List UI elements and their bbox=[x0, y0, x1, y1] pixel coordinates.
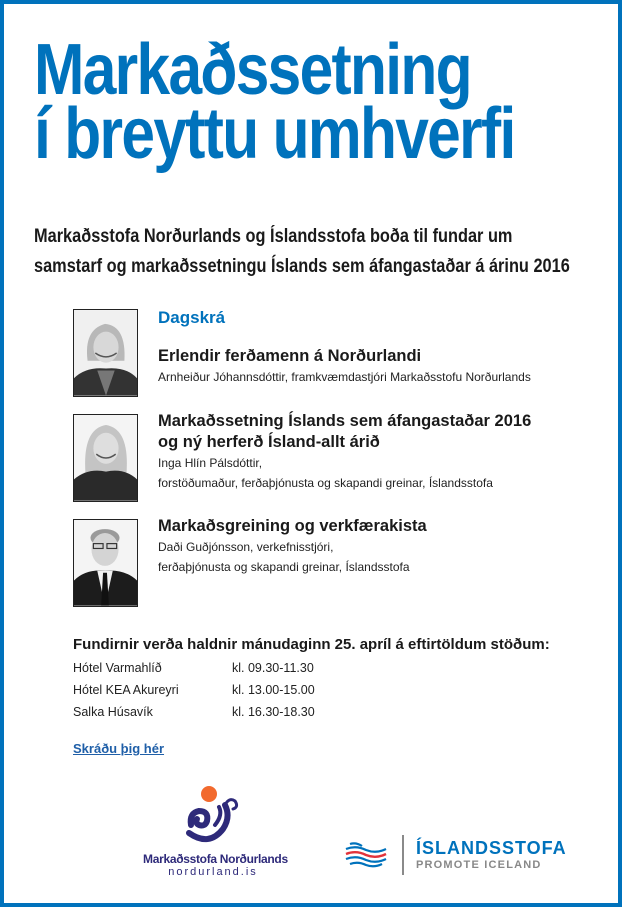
islandsstofa-waves-icon bbox=[344, 840, 388, 870]
talk-2-speaker-role: forstöðumaður, ferðaþjónusta og skapandi greinar, Íslandsstofa bbox=[158, 476, 493, 490]
schedule-place: Salka Húsavík bbox=[73, 705, 153, 719]
markadsstofa-swirl-icon bbox=[185, 785, 241, 845]
talk-2 bbox=[158, 411, 531, 493]
title-line-1: Markaðssetning bbox=[34, 30, 471, 110]
schedule-time: kl. 09.30-11.30 bbox=[232, 661, 314, 675]
person-photo-icon bbox=[74, 520, 137, 606]
logo-separator bbox=[402, 835, 404, 875]
talk-3-speaker-role: ferðaþjónusta og skapandi greinar, Íslandsstofa bbox=[158, 560, 410, 574]
islandsstofa-tagline: PROMOTE ICELAND bbox=[416, 859, 542, 871]
talk-2-title-line-1: Markaðssetning Íslands sem áfangastaðar 2016 bbox=[158, 412, 532, 430]
register-link[interactable]: Skráðu þig hér bbox=[73, 741, 165, 756]
subtitle bbox=[34, 222, 570, 282]
meetings-heading: Fundirnir verða haldnir mánudaginn 25. apríl á eftirtöldum stöðum: bbox=[73, 636, 550, 653]
talk-1-speaker: Arnheiður Jóhannsdóttir, framkvæmdastjóri Markaðsstofu Norðurlands bbox=[158, 370, 531, 384]
markadsstofa-logo bbox=[143, 785, 288, 878]
schedule-table bbox=[73, 657, 315, 723]
speaker-photo-3 bbox=[73, 519, 138, 607]
schedule-time: kl. 13.00-15.00 bbox=[232, 683, 315, 697]
islandsstofa-name: ÍSLANDSSTOFA bbox=[416, 838, 567, 858]
talk-3 bbox=[158, 516, 427, 577]
talk-3-title: Markaðsgreining og verkfærakista bbox=[158, 517, 427, 535]
page-title bbox=[34, 30, 515, 174]
talk-3-speaker-name: Daði Guðjónsson, verkefnisstjóri, bbox=[158, 540, 334, 554]
agenda-label: Dagskrá bbox=[158, 308, 226, 327]
islandsstofa-logo bbox=[344, 835, 567, 875]
schedule-row bbox=[73, 701, 315, 723]
markadsstofa-name: Markaðsstofa Norðurlands bbox=[143, 852, 288, 866]
schedule-place: Hótel Varmahlíð bbox=[73, 661, 162, 675]
schedule-row bbox=[73, 679, 315, 701]
talk-1 bbox=[158, 346, 531, 387]
speaker-photo-2 bbox=[73, 414, 138, 502]
schedule-place: Hótel KEA Akureyri bbox=[73, 683, 179, 697]
subtitle-line-1: Markaðsstofa Norðurlands og Íslandsstofa boða til fundar um bbox=[34, 226, 513, 247]
talk-1-title: Erlendir ferðamenn á Norðurlandi bbox=[158, 347, 422, 365]
markadsstofa-url: nordurland.is bbox=[168, 866, 258, 878]
person-photo-icon bbox=[74, 310, 137, 396]
subtitle-line-2: samstarf og markaðssetningu Íslands sem áfangastaðar á árinu 2016 bbox=[34, 256, 570, 277]
talk-2-title-line-2: og ný herferð Ísland-allt árið bbox=[158, 433, 380, 451]
speaker-photo-1 bbox=[73, 309, 138, 397]
talk-2-speaker-name: Inga Hlín Pálsdóttir, bbox=[158, 456, 263, 470]
title-line-2: í breyttu umhverfi bbox=[34, 94, 515, 174]
person-photo-icon bbox=[74, 415, 137, 501]
schedule-row bbox=[73, 657, 315, 679]
schedule-time: kl. 16.30-18.30 bbox=[232, 705, 315, 719]
